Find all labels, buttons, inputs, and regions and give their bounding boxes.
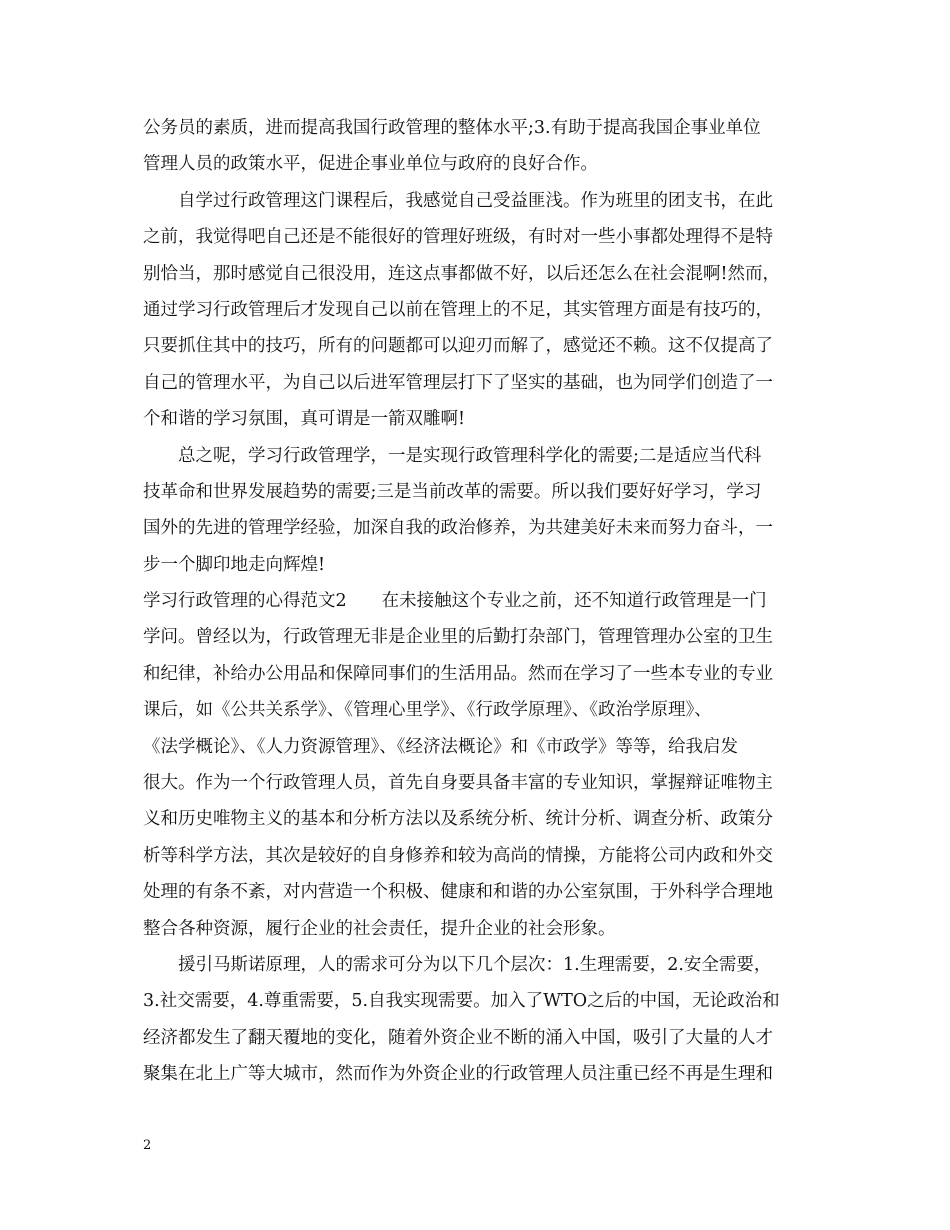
text-line: 课后，如《公共关系学》、《管理心里学》、《行政学原理》、《政治学原理》、 [143, 700, 712, 721]
text-line: 国外的先进的管理学经验，加深自我的政治修养，为共建美好未来而努力奋斗，一 [143, 518, 773, 539]
text-line: 经济都发生了翻天覆地的变化，随着外资企业不断的涌入中国，吸引了大量的人才 [143, 1027, 773, 1048]
text-line: 通过学习行政管理后才发现自己以前在管理上的不足，其实管理方面是有技巧的， [143, 299, 773, 320]
text-line: 自己的管理水平，为自己以后进军管理层打下了坚实的基础，也为同学们创造了一 [143, 372, 773, 393]
text-line: 和纪律，补给办公用品和保障同事们的生活用品。然而在学习了一些本专业的专业 [143, 663, 773, 684]
text-line: 处理的有条不紊，对内营造一个积极、健康和和谐的办公室氛围，于外科学合理地 [143, 882, 773, 903]
text-line: 义和历史唯物主义的基本和分析方法以及系统分析、统计分析、调查分析、政策分 [143, 809, 773, 830]
text-line: 自学过行政管理这门课程后，我感觉自己受益匪浅。作为班里的团支书，在此 [178, 190, 773, 211]
text-line: 个和谐的学习氛围，真可谓是一箭双雕啊! [143, 409, 466, 430]
text-line: 只要抓住其中的技巧，所有的问题都可以迎刃而解了，感觉还不赖。这不仅提高了 [143, 336, 773, 357]
page-number: 2 [143, 1138, 152, 1153]
text-line: 很大。作为一个行政管理人员，首先自身要具备丰富的专业知识，掌握辩证唯物主 [143, 773, 773, 794]
text-line: 之前，我觉得吧自己还是不能很好的管理好班级，有时对一些小事都处理得不是特 [143, 227, 773, 248]
text-line: 3.社交需要，4.尊重需要，5.自我实现需要。加入了WTO之后的中国，无论政治和 [143, 991, 780, 1012]
text-line: 别恰当，那时感觉自己很没用，连这点事都做不好，以后还怎么在社会混啊!然而， [143, 263, 781, 284]
text-line: 技革命和世界发展趋势的需要;三是当前改革的需要。所以我们要好好学习，学习 [143, 481, 762, 502]
text-line: 析等科学方法，其次是较好的自身修养和较为高尚的情操，方能将公司内政和外交 [143, 845, 773, 866]
text-line: 聚集在北上广等大城市，然而作为外资企业的行政管理人员注重已经不再是生理和 [143, 1064, 773, 1085]
section-heading-line: 学习行政管理的心得范文2 在未接触这个专业之前，还不知道行政管理是一门 [143, 591, 767, 612]
text-line: 《法学概论》、《人力资源管理》、《经济法概论》和《市政学》等等，给我启发 [143, 736, 738, 757]
text-line: 公务员的素质，进而提高我国行政管理的整体水平;3.有助于提高我国企事业单位 [143, 118, 761, 138]
text-line: 援引马斯诺原理，人的需求可分为以下几个层次：1.生理需要，2.安全需要， [178, 954, 772, 975]
text-line: 整合各种资源，履行企业的社会责任，提升企业的社会形象。 [143, 918, 616, 939]
body-text [143, 110, 809, 1093]
text-line: 步一个脚印地走向辉煌! [143, 554, 326, 575]
text-line: 管理人员的政策水平，促进企事业单位与政府的良好合作。 [143, 154, 598, 175]
text-line: 学问。曾经以为，行政管理无非是企业里的后勤打杂部门，管理管理办公室的卫生 [143, 627, 773, 648]
text-line: 总之呢，学习行政管理学，一是实现行政管理科学化的需要;二是适应当代科 [178, 445, 762, 466]
